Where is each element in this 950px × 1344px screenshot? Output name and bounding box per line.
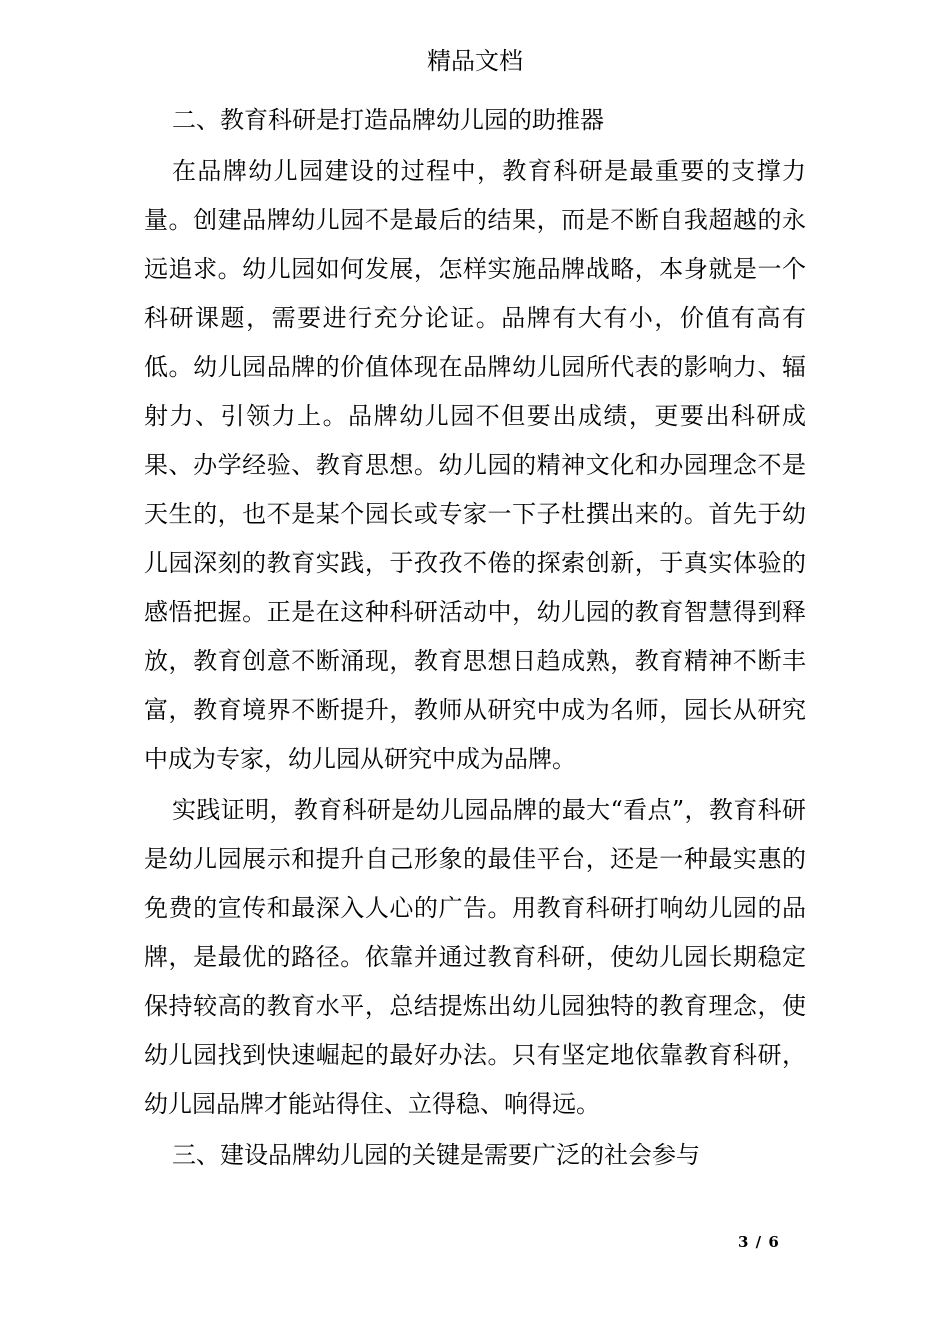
document-header-title: 精品文档 <box>427 47 523 75</box>
body-paragraph: 在品牌幼儿园建设的过程中，教育科研是最重要的支撑力量。创建品牌幼儿园不是最后的结果，而是不断自我超越的永远追求。幼儿园如何发展，怎样实施品牌战略，本身就是一个科研课题，需要进行充分论证。品牌有大有小，价值有高有低。幼儿园品牌的价值体现在品牌幼儿园所代表的影响力、辐射力、引领力上。品牌幼儿园不但要出成绩，更要出科研成果、办学经验、教育思想。幼儿园的精神文化和办园理念不是天生的，也不是某个园长或专家一下子杜撰出来的。首先于幼儿园深刻的教育实践，于孜孜不倦的探索创新，于真实体验的感悟把握。正是在这种科研活动中，幼儿园的教育智慧得到释放，教育创意不断涌现，教育思想日趋成熟，教育精神不断丰富，教育境界不断提升，教师从研究中成为名师，园长从研究中成为专家，幼儿园从研究中成为品牌。 <box>144 157 806 773</box>
document-body <box>144 96 806 1182</box>
section-heading-2: 二、教育科研是打造品牌幼儿园的助推器 <box>172 106 604 134</box>
section-heading-3: 三、建设品牌幼儿园的关键是需要广泛的社会参与 <box>172 1141 700 1169</box>
body-paragraph: 实践证明，教育科研是幼儿园品牌的最大“看点”，教育科研是幼儿园展示和提升自己形象的最佳平台，还是一种最实惠的免费的宣传和最深入人心的广告。用教育科研打响幼儿园的品牌，是最优的路径。依靠并通过教育科研，使幼儿园长期稳定保持较高的教育水平，总结提炼出幼儿园独特的教育理念，使幼儿园找到快速崛起的最好办法。只有坚定地依靠教育科研，幼儿园品牌才能站得住、立得稳、响得远。 <box>144 796 806 1118</box>
page-number: 3 / 6 <box>738 1233 780 1251</box>
